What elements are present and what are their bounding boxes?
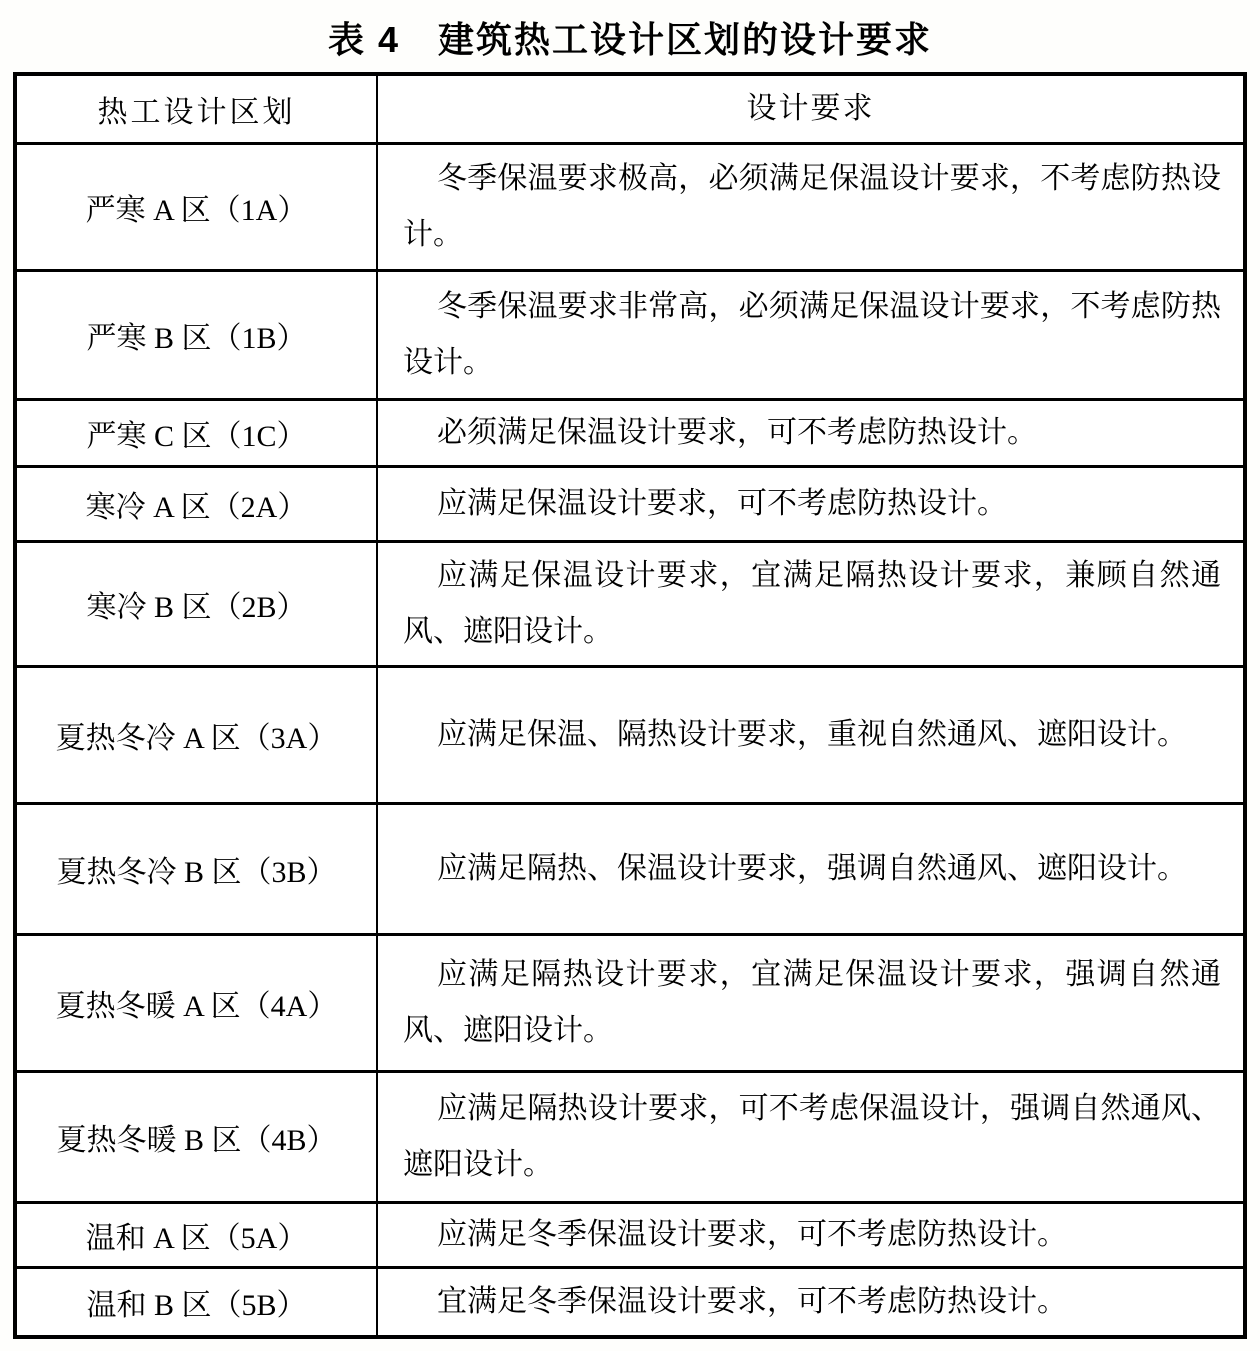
requirement-text: 应满足隔热设计要求，可不考虑保温设计，强调自然通风、遮阳设计。 xyxy=(403,1092,1221,1181)
requirement-text: 应满足保温设计要求，宜满足隔热设计要求，兼顾自然通风、遮阳设计。 xyxy=(403,559,1221,648)
zone-cell: 夏热冬冷 A 区（3A） xyxy=(17,668,378,802)
requirement-cell xyxy=(378,805,1243,933)
requirement-text: 应满足冬季保温设计要求，可不考虑防热设计。 xyxy=(437,1218,1067,1251)
requirement-text: 应满足隔热设计要求，宜满足保温设计要求，强调自然通风、遮阳设计。 xyxy=(403,958,1221,1047)
table-row xyxy=(17,269,1243,398)
zone-cell: 寒冷 B 区（2B） xyxy=(17,543,378,665)
table-title: 表 4 建筑热工设计区划的设计要求 xyxy=(327,19,933,60)
table-row xyxy=(17,802,1243,933)
zone-cell: 夏热冬暖 A 区（4A） xyxy=(17,936,378,1070)
requirement-text: 宜满足冬季保温设计要求，可不考虑防热设计。 xyxy=(437,1285,1067,1318)
zone-cell: 夏热冬暖 B 区（4B） xyxy=(17,1073,378,1201)
requirement-cell xyxy=(378,1073,1243,1201)
requirement-cell xyxy=(378,543,1243,665)
requirement-text: 应满足保温设计要求，可不考虑防热设计。 xyxy=(437,487,1007,520)
requirement-cell xyxy=(378,401,1243,465)
requirement-cell xyxy=(378,272,1243,398)
requirement-cell xyxy=(378,1204,1243,1266)
header-requirement-label: 设计要求 xyxy=(746,92,875,125)
zone-cell: 温和 A 区（5A） xyxy=(17,1204,378,1266)
zone-cell: 温和 B 区（5B） xyxy=(17,1269,378,1335)
zone-cell: 寒冷 A 区（2A） xyxy=(17,468,378,540)
table-row xyxy=(17,142,1243,269)
table-row xyxy=(17,1070,1243,1201)
zone-cell: 严寒 B 区（1B） xyxy=(17,272,378,398)
table-row xyxy=(17,665,1243,802)
requirement-text: 必须满足保温设计要求，可不考虑防热设计。 xyxy=(437,416,1037,449)
requirement-cell xyxy=(378,468,1243,540)
table-row xyxy=(17,933,1243,1070)
table-row xyxy=(17,398,1243,465)
requirement-cell xyxy=(378,668,1243,802)
header-requirement-column xyxy=(378,76,1243,142)
table-header-row xyxy=(17,76,1243,142)
table-row xyxy=(17,465,1243,540)
table-row xyxy=(17,540,1243,665)
table-row xyxy=(17,1266,1243,1335)
header-zone-column: 热工设计区划 xyxy=(17,76,378,142)
requirement-text: 应满足保温、隔热设计要求，重视自然通风、遮阳设计。 xyxy=(437,718,1187,751)
zone-cell: 严寒 A 区（1A） xyxy=(17,145,378,269)
thermal-design-table xyxy=(13,72,1247,1339)
requirement-cell xyxy=(378,936,1243,1070)
requirement-cell xyxy=(378,1269,1243,1335)
zone-cell: 夏热冬冷 B 区（3B） xyxy=(17,805,378,933)
requirement-text: 冬季保温要求非常高，必须满足保温设计要求，不考虑防热设计。 xyxy=(403,290,1221,379)
zone-cell: 严寒 C 区（1C） xyxy=(17,401,378,465)
requirement-text: 应满足隔热、保温设计要求，强调自然通风、遮阳设计。 xyxy=(437,852,1187,885)
requirement-text: 冬季保温要求极高，必须满足保温设计要求，不考虑防热设计。 xyxy=(403,162,1221,251)
table-row xyxy=(17,1201,1243,1266)
requirement-cell xyxy=(378,145,1243,269)
